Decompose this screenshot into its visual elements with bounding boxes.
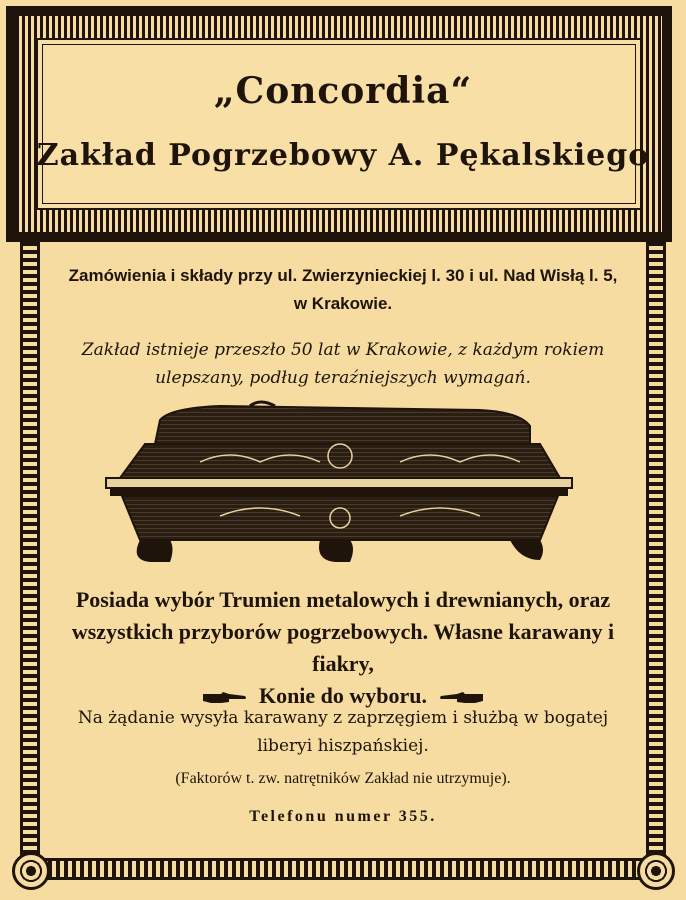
history-statement	[50, 336, 636, 392]
offer-line: wszystkich przyborów pogrzebowych. Własne karawany i fiakry,	[71, 619, 615, 676]
offer-line: Posiada wybór Trumien metalowych i drewnianych, oraz	[75, 587, 611, 612]
request-line: liberyi hiszpańskiej.	[257, 736, 429, 756]
factors-note: (Faktorów t. zw. natrętników Zakład nie utrzymuje).	[175, 770, 511, 787]
horses-text: Konie do wyboru.	[258, 683, 428, 708]
address-line: Zamówienia i składy przy ul. Zwierzynieckiej l. 30 i ul. Nad Wisłą l. 5,	[68, 266, 618, 285]
request-block	[50, 704, 636, 760]
history-line: ulepszany, podług teraźniejszych wymagań.	[155, 368, 531, 388]
phone-number: Telefonu numer 355.	[249, 808, 437, 825]
header-panel-inner-rule	[42, 44, 636, 204]
offer-block	[50, 584, 636, 712]
history-line: Zakład istnieje przeszło 50 lat w Krakowie, z każdym rokiem	[81, 340, 605, 360]
rosette-icon	[12, 852, 50, 890]
coffin-illustration	[100, 400, 580, 570]
bottom-ornament-border	[40, 858, 646, 880]
pointing-hand-right-icon	[203, 691, 247, 705]
request-line: Na żądanie wysyła karawany z zaprzęgiem i służbą w bogatej	[77, 708, 609, 728]
page-title: „Concordia“	[213, 70, 473, 112]
page-subtitle: Zakład Pogrzebowy A. Pękalskiego	[36, 138, 650, 173]
pointing-hand-left-icon	[439, 691, 483, 705]
address-block	[50, 262, 636, 318]
address-city: w Krakowie.	[293, 294, 393, 313]
right-ornament-border	[646, 242, 666, 862]
left-ornament-border	[20, 242, 40, 862]
rosette-icon	[637, 852, 675, 890]
